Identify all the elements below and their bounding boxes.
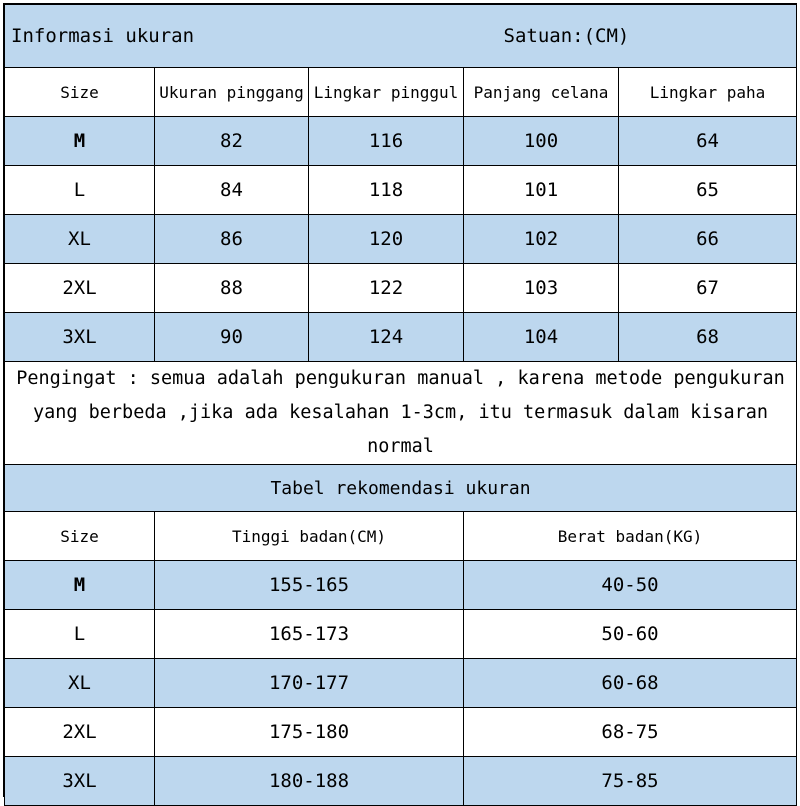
measurement-note bbox=[5, 362, 797, 465]
table-cell: 102 bbox=[464, 215, 619, 264]
table-cell: 104 bbox=[464, 313, 619, 362]
table-cell: 90 bbox=[155, 313, 309, 362]
table-row bbox=[5, 313, 797, 362]
column-header: Size bbox=[5, 68, 155, 117]
table-cell: 86 bbox=[155, 215, 309, 264]
note-line: Pengingat : semua adalah pengukuran manual , karena metode pengukuran bbox=[16, 368, 785, 389]
table-cell: 68 bbox=[619, 313, 797, 362]
table-cell: 116 bbox=[309, 117, 464, 166]
recommendation-title: Tabel rekomendasi ukuran bbox=[5, 465, 797, 512]
table-cell: 101 bbox=[464, 166, 619, 215]
table-cell: 175-180 bbox=[155, 708, 464, 757]
table-cell: 120 bbox=[309, 215, 464, 264]
size-chart-sheet bbox=[3, 3, 797, 797]
recommendation-header-row bbox=[5, 512, 797, 561]
size-cell: L bbox=[5, 166, 155, 215]
title-row bbox=[5, 5, 797, 68]
table-cell: 66 bbox=[619, 215, 797, 264]
recommendation-table bbox=[4, 464, 797, 806]
recommendation-title-row bbox=[5, 465, 797, 512]
table-cell: 50-60 bbox=[464, 610, 797, 659]
size-cell: 3XL bbox=[5, 757, 155, 806]
size-cell: 2XL bbox=[5, 708, 155, 757]
table-cell: 67 bbox=[619, 264, 797, 313]
table-row bbox=[5, 166, 797, 215]
table-cell: 155-165 bbox=[155, 561, 464, 610]
table-cell: 64 bbox=[619, 117, 797, 166]
table-cell: 82 bbox=[155, 117, 309, 166]
size-cell: L bbox=[5, 610, 155, 659]
size-cell: 3XL bbox=[5, 313, 155, 362]
table-cell: 40-50 bbox=[464, 561, 797, 610]
table-cell: 75-85 bbox=[464, 757, 797, 806]
table-cell: 60-68 bbox=[464, 659, 797, 708]
table-row bbox=[5, 708, 797, 757]
table-cell: 68-75 bbox=[464, 708, 797, 757]
table-cell: 124 bbox=[309, 313, 464, 362]
table-row bbox=[5, 215, 797, 264]
column-header: Tinggi badan(CM) bbox=[155, 512, 464, 561]
size-cell: XL bbox=[5, 215, 155, 264]
table-row bbox=[5, 561, 797, 610]
unit-label: Satuan:(CM) bbox=[464, 5, 797, 68]
table-cell: 103 bbox=[464, 264, 619, 313]
note-row bbox=[5, 362, 797, 465]
table-cell: 84 bbox=[155, 166, 309, 215]
size-cell: 2XL bbox=[5, 264, 155, 313]
table-cell: 88 bbox=[155, 264, 309, 313]
column-header: Size bbox=[5, 512, 155, 561]
size-cell: XL bbox=[5, 659, 155, 708]
table-cell: 118 bbox=[309, 166, 464, 215]
column-header: Berat badan(KG) bbox=[464, 512, 797, 561]
table-row bbox=[5, 610, 797, 659]
table-cell: 100 bbox=[464, 117, 619, 166]
table-cell: 65 bbox=[619, 166, 797, 215]
table-row bbox=[5, 264, 797, 313]
size-cell: M bbox=[5, 117, 155, 166]
size-cell: M bbox=[5, 561, 155, 610]
column-header: Panjang celana bbox=[464, 68, 619, 117]
column-header: Ukuran pinggang bbox=[155, 68, 309, 117]
table-cell: 122 bbox=[309, 264, 464, 313]
table-cell: 180-188 bbox=[155, 757, 464, 806]
table-cell: 170-177 bbox=[155, 659, 464, 708]
column-header: Lingkar paha bbox=[619, 68, 797, 117]
page-title: Informasi ukuran bbox=[5, 5, 464, 68]
table-row bbox=[5, 659, 797, 708]
note-line: yang berbeda ,jika ada kesalahan 1-3cm, itu termasuk dalam kisaran normal bbox=[32, 402, 769, 457]
column-header: Lingkar pinggul bbox=[309, 68, 464, 117]
table-row bbox=[5, 757, 797, 806]
table-row bbox=[5, 117, 797, 166]
size-table bbox=[4, 4, 797, 465]
table-cell: 165-173 bbox=[155, 610, 464, 659]
table-header-row bbox=[5, 68, 797, 117]
